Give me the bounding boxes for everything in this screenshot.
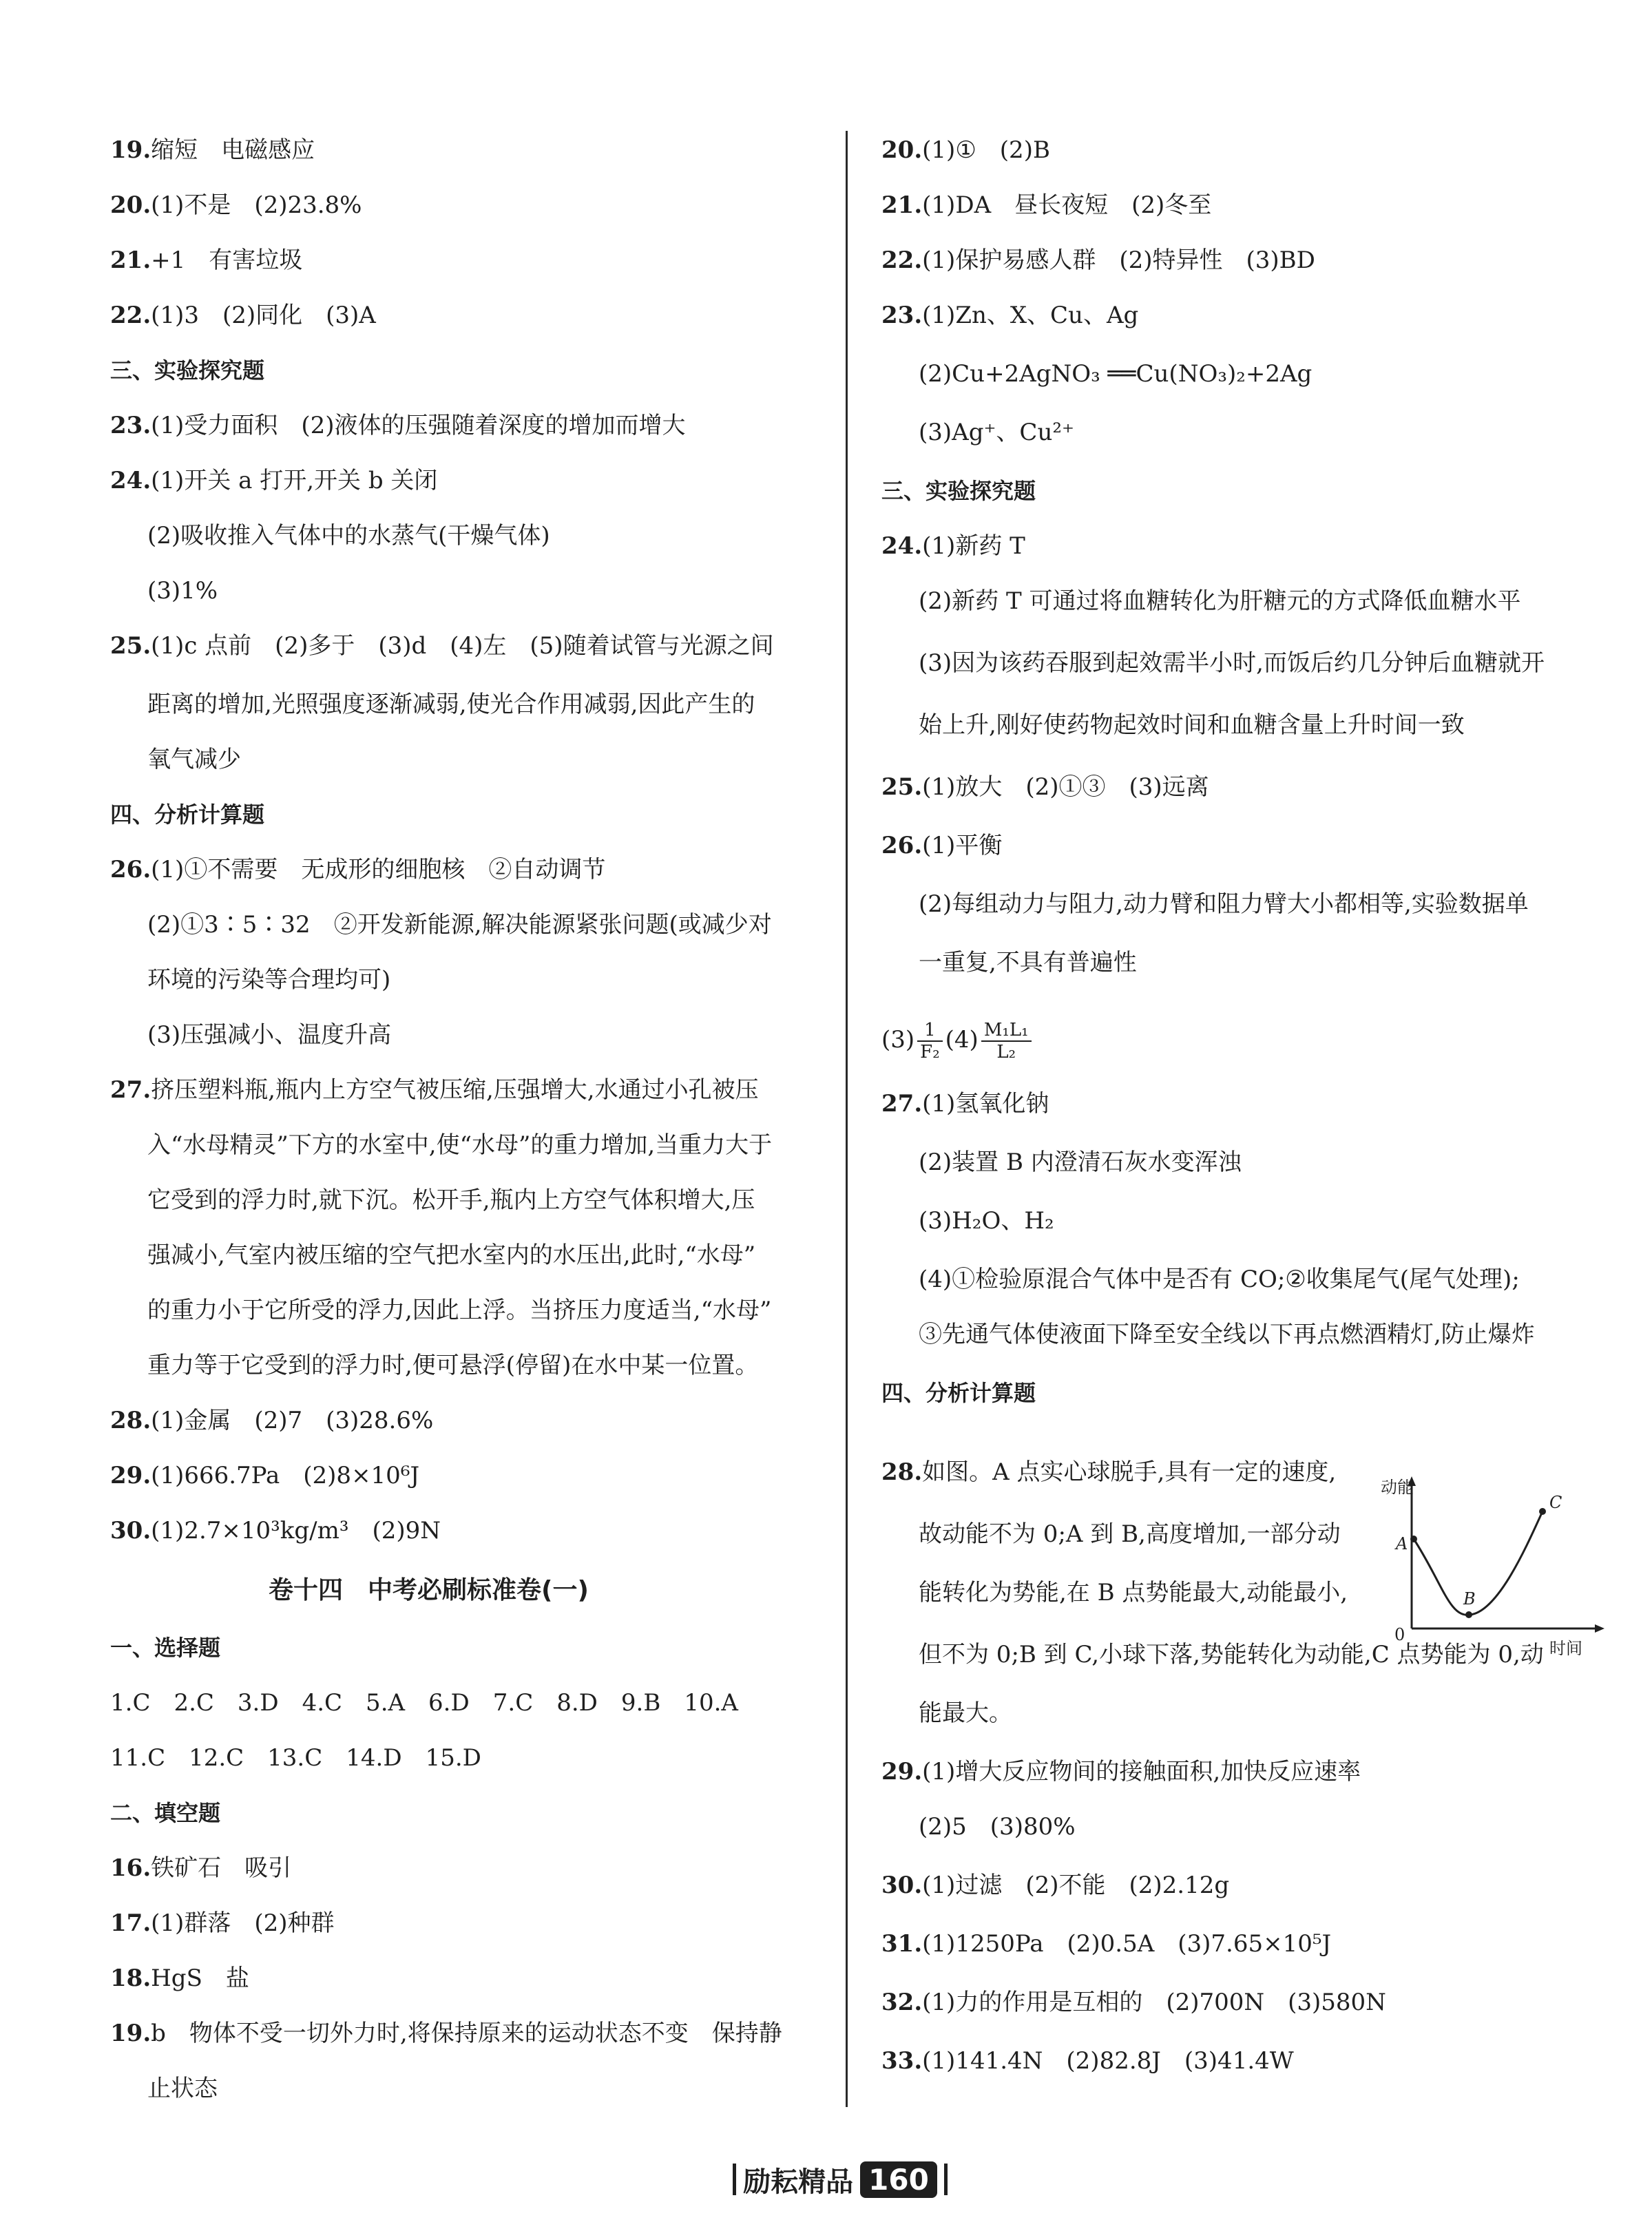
page-footer: [723, 2155, 957, 2203]
answer-text: (3)H₂O、H₂: [919, 1207, 1054, 1235]
question-number: 28.: [110, 1407, 151, 1434]
answer-line: [881, 1756, 1361, 1788]
answer-continuation: [919, 1146, 1242, 1178]
section-heading: [110, 1797, 220, 1829]
fraction-one: [917, 1020, 942, 1062]
answer-text: (2)装置 B 内澄清石灰水变浑浊: [919, 1149, 1242, 1176]
answer-continuation: [147, 1184, 755, 1216]
question-number: 28.: [881, 1458, 923, 1486]
answer-continuation: [919, 947, 1137, 978]
answer-text: (2)新药 T 可通过将血糖转化为肝糖元的方式降低血糖水平: [919, 587, 1521, 615]
answer-continuation: [147, 2073, 218, 2104]
question-number: 17.: [110, 1909, 151, 1937]
answer-line: [881, 244, 1315, 276]
answer-text: (3)Ag⁺、Cu²⁺: [919, 419, 1074, 446]
graph-point-b: [1465, 1611, 1472, 1618]
answer-text: (1)666.7Pa (2)8×10⁶J: [151, 1462, 420, 1489]
answer-continuation: [147, 689, 755, 720]
answer-text: (2)5 (3)80%: [919, 1813, 1076, 1841]
answer-text: (3)1%: [147, 577, 218, 605]
question-number: 22.: [881, 247, 923, 274]
kinetic-energy-graph: [1381, 1474, 1608, 1658]
answer-text: (4)①检验原混合气体中是否有 CO;②收集尾气(尾气处理);: [919, 1266, 1520, 1293]
answer-text: 一重复,不具有普遍性: [919, 949, 1137, 976]
answer-text: 重力等于它受到的浮力时,便可悬浮(停留)在水中某一位置。: [147, 1352, 759, 1379]
section-heading: [110, 1632, 220, 1664]
answer-text: (1)①不需要 无成形的细胞核 ②自动调节: [151, 856, 606, 883]
fraction-part-mid: (4): [945, 1026, 979, 1054]
answer-text: (1)3 (2)同化 (3)A: [151, 302, 376, 329]
answer-text: 能最大。: [919, 1699, 1012, 1727]
answer-text: 始上升,刚好使药物起效时间和血糖含量上升时间一致: [919, 711, 1465, 739]
question-number: 20.: [881, 136, 923, 164]
answer-continuation: [919, 1205, 1054, 1237]
answer-continuation: [147, 909, 772, 941]
answer-line: [110, 854, 605, 886]
answer-text: (3)因为该药吞服到起效需半小时,而饭后约几分钟后血糖就开: [919, 649, 1545, 677]
question-number: 27.: [110, 1076, 151, 1104]
answer-text: ③先通气体使液面下降至安全线以下再点燃酒精灯,防止爆炸: [919, 1321, 1535, 1348]
answer-line: [110, 2018, 782, 2049]
answer-continuation: [147, 744, 241, 775]
answer-text: 1.C 2.C 3.D 4.C 5.A 6.D 7.C 8.D 9.B 10.A: [110, 1689, 738, 1717]
graph-y-label: 动能: [1381, 1478, 1414, 1497]
question-number: 19.: [110, 2020, 151, 2047]
answer-text: (1)Zn、X、Cu、Ag: [922, 302, 1139, 329]
footer-brand: 励耘精品: [743, 2166, 854, 2198]
column-divider: [846, 131, 848, 2107]
answer-text: (1)新药 T: [922, 532, 1025, 560]
answer-line: [110, 189, 362, 221]
fraction-part-f1-num: 1: [917, 1020, 942, 1042]
question-number: 30.: [110, 1517, 151, 1544]
answer-continuation: [919, 1264, 1520, 1295]
answer-continuation: [919, 888, 1529, 920]
question-number: 20.: [110, 191, 151, 219]
answer-line: [110, 1515, 441, 1547]
answer-text: (1)2.7×10³kg/m³ (2)9N: [151, 1517, 441, 1544]
answer-text: 氧气减少: [147, 746, 241, 773]
answer-text: 的重力小于它所受的浮力,因此上浮。当挤压力度适当,“水母”: [147, 1297, 772, 1324]
question-number: 33.: [881, 2047, 923, 2075]
fraction-part-f1-den: F₂: [920, 1042, 940, 1062]
answer-text: (1)① (2)B: [922, 136, 1050, 164]
answer-text: (2)Cu+2AgNO₃ ══Cu(NO₃)₂+2Ag: [919, 360, 1313, 388]
answer-line: [881, 300, 1138, 331]
question-number: 29.: [881, 1758, 923, 1785]
section-heading-text: 四、分析计算题: [881, 1380, 1036, 1406]
answer-line: [881, 530, 1025, 562]
graph-curve: [1414, 1511, 1543, 1615]
question-number: 27.: [881, 1090, 923, 1118]
answer-text: 它受到的浮力时,就下沉。松开手,瓶内上方空气体积增大,压: [147, 1186, 755, 1214]
footer-bar-left: [733, 2164, 736, 2195]
section-heading: [881, 1377, 1036, 1409]
answer-continuation: [147, 1019, 391, 1051]
answer-line: [110, 1962, 249, 1994]
answer-text: (1)开关 a 打开,开关 b 关闭: [151, 467, 438, 494]
answer-line: [110, 1687, 738, 1719]
answer-text: 强减小,气室内被压缩的空气把水室内的水压出,此时,“水母”: [147, 1242, 756, 1269]
question-number: 30.: [881, 1872, 923, 1899]
answer-text: (1)氢氧化钠: [922, 1090, 1049, 1118]
section-heading-text: 三、实验探究题: [110, 357, 265, 384]
answer-text: (1)c 点前 (2)多于 (3)d (4)左 (5)随着试管与光源之间: [151, 632, 774, 660]
graph-label-c: C: [1549, 1493, 1562, 1512]
section-heading: [110, 799, 264, 830]
question-number: 23.: [110, 412, 151, 439]
answer-line: [110, 1074, 759, 1106]
question-number: 21.: [110, 247, 151, 274]
answer-line: [881, 771, 1209, 803]
section-heading-text: 一、选择题: [110, 1635, 221, 1661]
answer-text: 但不为 0;B 到 C,小球下落,势能转化为动能,C 点势能为 0,动: [919, 1641, 1544, 1668]
answer-continuation: [147, 520, 550, 552]
answer-text: (3)压强减小、温度升高: [147, 1021, 392, 1049]
footer-bar-right: [944, 2164, 948, 2195]
answer-text: (1)DA 昼长夜短 (2)冬至: [922, 191, 1212, 219]
fraction-part-prefix: (3): [881, 1026, 915, 1054]
answer-continuation: [919, 709, 1465, 741]
answer-text: 如图。A 点实心球脱手,具有一定的速度,: [922, 1458, 1337, 1486]
answer-line: [881, 1456, 1336, 1488]
fraction-part-f2-num: M₁L₁: [981, 1020, 1032, 1042]
question-number: 32.: [881, 1989, 923, 2016]
question-number: 31.: [881, 1930, 923, 1958]
answer-continuation: [147, 1239, 755, 1271]
answer-line: [110, 1742, 481, 1774]
answer-line: [881, 2045, 1294, 2077]
answer-text: (1)不是 (2)23.8%: [151, 191, 362, 219]
fraction-part-f2-den: L₂: [996, 1042, 1016, 1062]
answer-line: [881, 1869, 1229, 1901]
section-heading-text: 三、实验探究题: [881, 478, 1036, 504]
answer-text: 11.C 12.C 13.C 14.D 15.D: [110, 1744, 481, 1772]
answer-text: (1)141.4N (2)82.8J (3)41.4W: [922, 2047, 1294, 2075]
question-number: 19.: [110, 136, 151, 164]
graph-label-a: A: [1396, 1534, 1408, 1553]
fraction-two: [981, 1020, 1032, 1062]
answer-line: [881, 830, 1002, 861]
answer-continuation: [919, 1577, 1348, 1609]
answer-continuation: [147, 964, 390, 996]
answer-text: b 物体不受一切外力时,将保持原来的运动状态不变 保持静: [151, 2020, 782, 2047]
question-number: 16.: [110, 1854, 151, 1882]
answer-fraction-line: [881, 1016, 1034, 1064]
question-number: 18.: [110, 1965, 151, 1992]
answer-text: (2)吸收推入气体中的水蒸气(干燥气体): [147, 522, 550, 549]
question-number: 26.: [881, 832, 923, 859]
question-number: 25.: [881, 773, 923, 801]
answer-text: +1 有害垃圾: [151, 247, 303, 274]
answer-line: [110, 410, 685, 441]
question-number: 24.: [881, 532, 923, 560]
answer-text: HgS 盐: [151, 1965, 249, 1992]
graph-point-a: [1410, 1536, 1417, 1542]
exam-title: 卷十四 中考必刷标准卷(一): [269, 1576, 589, 1604]
answer-line: [110, 300, 376, 331]
answer-text: (1)平衡: [922, 832, 1003, 859]
answer-text: (1)过滤 (2)不能 (2)2.12g: [922, 1872, 1230, 1899]
answer-text: (1)1250Pa (2)0.5A (3)7.65×10⁵J: [922, 1930, 1332, 1958]
answer-text: 环境的污染等合理均可): [147, 966, 391, 994]
answer-line: [110, 1907, 334, 1939]
question-number: 21.: [881, 191, 923, 219]
answer-line: [881, 1928, 1331, 1960]
question-number: 23.: [881, 302, 923, 329]
answer-line: [110, 1460, 419, 1491]
answer-continuation: [919, 1697, 1012, 1729]
answer-text: (1)群落 (2)种群: [151, 1909, 335, 1937]
answer-text: (2)①3∶5∶32 ②开发新能源,解决能源紧张问题(或减少对: [147, 911, 772, 939]
graph-origin: 0: [1394, 1625, 1405, 1644]
answer-continuation: [147, 1350, 758, 1381]
answer-text: (1)增大反应物间的接触面积,加快反应速率: [922, 1758, 1361, 1785]
page-number: 160: [860, 2161, 937, 2198]
answer-line: [881, 189, 1211, 221]
answer-line: [110, 1405, 433, 1436]
question-number: 26.: [110, 856, 151, 883]
answer-text: 挤压塑料瓶,瓶内上方空气被压缩,压强增大,水通过小孔被压: [151, 1076, 759, 1104]
question-number: 25.: [110, 632, 151, 660]
answer-text: (1)力的作用是互相的 (2)700N (3)580N: [922, 1989, 1386, 2016]
answer-continuation: [919, 417, 1074, 448]
question-number: 24.: [110, 467, 151, 494]
graph-x-label: 时间: [1549, 1639, 1582, 1658]
answer-line: [110, 1852, 291, 1884]
answer-continuation: [919, 1518, 1341, 1550]
answer-line: [110, 244, 302, 276]
answer-continuation: [919, 1811, 1076, 1843]
answer-text: 缩短 电磁感应: [151, 136, 315, 164]
answer-text: 距离的增加,光照强度逐渐减弱,使光合作用减弱,因此产生的: [147, 691, 755, 718]
answer-text: (1)金属 (2)7 (3)28.6%: [151, 1407, 434, 1434]
graph-label-b: B: [1463, 1589, 1476, 1609]
answer-text: (1)保护易感人群 (2)特异性 (3)BD: [922, 247, 1315, 274]
question-number: 22.: [110, 302, 151, 329]
answer-continuation: [919, 585, 1520, 617]
answer-text: 铁矿石 吸引: [151, 1854, 292, 1882]
answer-text: (1)受力面积 (2)液体的压强随着深度的增加而增大: [151, 412, 686, 439]
answer-line: [881, 1088, 1049, 1120]
answer-continuation: [919, 358, 1312, 390]
section-heading-text: 四、分析计算题: [110, 802, 265, 828]
section-heading: [110, 355, 264, 386]
answer-line: [881, 1987, 1386, 2018]
answer-line: [110, 630, 774, 662]
answer-text: 止状态: [147, 2075, 218, 2102]
answer-continuation: [919, 1319, 1535, 1350]
answer-continuation: [147, 1129, 772, 1161]
answer-line: [110, 134, 315, 166]
answer-line: [881, 134, 1050, 166]
answer-text: (2)每组动力与阻力,动力臂和阻力臂大小都相等,实验数据单: [919, 890, 1529, 918]
question-number: 29.: [110, 1462, 151, 1489]
answer-text: (1)放大 (2)①③ (3)远离: [922, 773, 1209, 801]
graph-point-c: [1539, 1508, 1546, 1515]
section-heading-text: 二、填空题: [110, 1800, 221, 1826]
section-heading: [881, 475, 1036, 507]
answer-text: 故动能不为 0;A 到 B,高度增加,一部分动: [919, 1520, 1341, 1548]
answer-continuation: [147, 575, 218, 607]
answer-text: 能转化为势能,在 B 点势能最大,动能最小,: [919, 1579, 1348, 1606]
answer-continuation: [919, 647, 1545, 679]
answer-line: [110, 465, 437, 496]
answer-continuation: [147, 1295, 771, 1326]
answer-text: 入“水母精灵”下方的水室中,使“水母”的重力增加,当重力大于: [147, 1131, 773, 1159]
